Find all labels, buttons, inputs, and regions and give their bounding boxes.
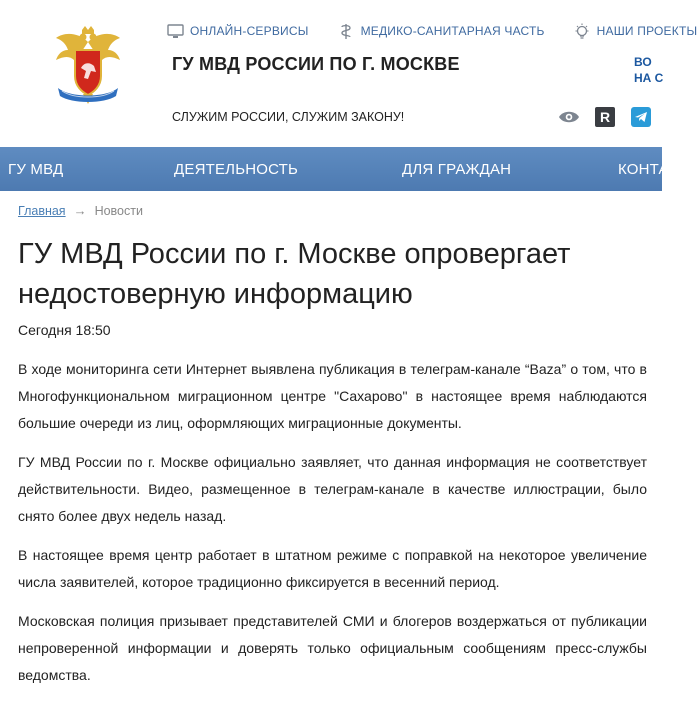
- nav-item-contacts[interactable]: КОНТА: [618, 160, 669, 178]
- clipped-line: НА С: [634, 71, 664, 85]
- article-date: Сегодня 18:50: [18, 322, 111, 338]
- breadcrumb-home-link[interactable]: Главная: [18, 203, 66, 218]
- nav-item-activity[interactable]: ДЕЯТЕЛЬНОСТЬ: [174, 160, 299, 178]
- monitor-icon: [166, 22, 184, 40]
- top-links-bar: [166, 20, 697, 42]
- site-title[interactable]: ГУ МВД РОССИИ ПО Г. МОСКВЕ: [172, 54, 460, 74]
- main-nav: [0, 147, 669, 191]
- telegram-icon[interactable]: [630, 106, 652, 128]
- clipped-line: ВО: [634, 55, 652, 69]
- top-link-projects[interactable]: [573, 22, 697, 40]
- svg-text:R: R: [599, 109, 611, 125]
- site-header: [0, 0, 697, 147]
- top-link-label: МЕДИКО-САНИТАРНАЯ ЧАСТЬ: [360, 24, 545, 38]
- mvd-emblem-logo[interactable]: [50, 24, 126, 108]
- eye-icon[interactable]: [558, 106, 580, 128]
- article-body: [18, 356, 647, 701]
- nav-item-for-citizens[interactable]: ДЛЯ ГРАЖДАН: [402, 160, 512, 178]
- top-link-online-services[interactable]: [166, 22, 309, 40]
- top-link-medical[interactable]: [337, 22, 545, 40]
- header-right-clipped-text[interactable]: [634, 54, 662, 86]
- article-paragraph: ГУ МВД России по г. Москве официально заявляет, что данная информация не соответствует действительности. Видео, размещенное в телеграм-канале в качестве иллюстрации, было снято более двух недель назад.: [18, 454, 647, 524]
- breadcrumb: [18, 203, 143, 218]
- accessibility-social-bar: [558, 106, 652, 128]
- lightbulb-icon: [573, 22, 591, 40]
- arrow-right-icon: →: [73, 203, 87, 218]
- article-paragraph: В ходе мониторинга сети Интернет выявлена публикация в телеграм-канале “Baza” о том, что в Многофункциональном миграционном центре "Сахарово" в настоящее время наблюдаются большие очереди из лиц, оформляющих миграционные документы.: [18, 361, 647, 431]
- nav-item-gu-mvd[interactable]: ГУ МВД: [8, 160, 64, 178]
- article-title: ГУ МВД России по г. Москве опровергает недостоверную информацию: [18, 238, 571, 310]
- article-paragraph: Московская полиция призывает представителей СМИ и блогеров воздержаться от публикации непроверенной информации и доверять только официальным сообщениям пресс-службы ведомства.: [18, 613, 647, 683]
- top-link-label: НАШИ ПРОЕКТЫ: [596, 24, 697, 38]
- article-paragraph: В настоящее время центр работает в штатном режиме с поправкой на некоторое увеличение числа заявителей, которое традиционно фиксируется в весенний период.: [18, 547, 647, 590]
- breadcrumb-current: Новости: [94, 203, 143, 218]
- site-slogan: СЛУЖИМ РОССИИ, СЛУЖИМ ЗАКОНУ!: [172, 110, 405, 124]
- r-icon[interactable]: [594, 106, 616, 128]
- medical-icon: [337, 22, 355, 40]
- top-link-label: ОНЛАЙН-СЕРВИСЫ: [190, 24, 309, 38]
